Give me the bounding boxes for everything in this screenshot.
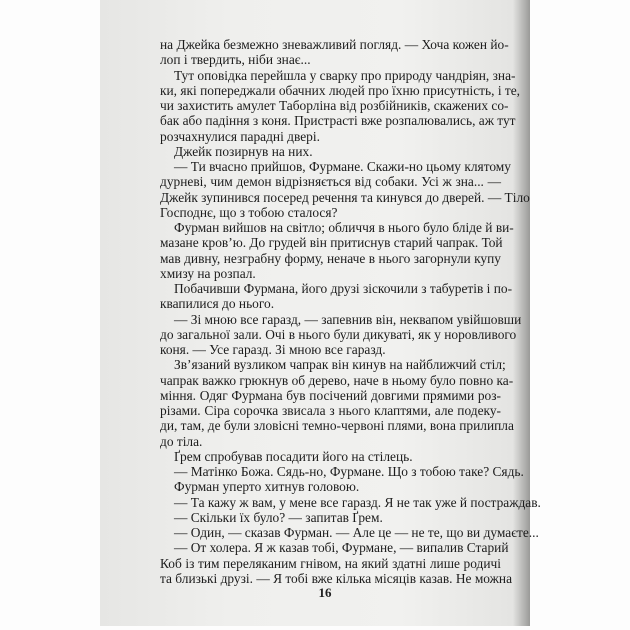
text-line: Зв’язаний вузликом чапрак він кинув на найближчий стіл;	[174, 357, 506, 373]
page-body-text	[160, 37, 541, 586]
text-line: Фурман вийшов на світло; обличчя в нього було бліде й ви-	[174, 220, 514, 235]
text-line: до загальної зали. Очі в нього були дикуваті, як у норовливого	[160, 326, 517, 342]
text-line: мазане кров’ю. До грудей він притиснув старий чапрак. Той	[160, 235, 503, 251]
text-line: дурневі, чим демон відрізняється від собаки. Усі ж зна... —	[160, 174, 501, 190]
text-line: — Один, — сказав Фурман. — Але це — не те, що ви думаєте...	[174, 525, 539, 540]
text-line: Тут оповідка перейшла у сварку про природу чандріян, зна-	[174, 67, 516, 83]
text-line: Фурман уперто хитнув головою.	[174, 479, 360, 495]
text-line: Ґрем спробував посадити його на стілець.	[174, 448, 413, 464]
page-number-text: 16	[318, 585, 332, 600]
text-line: розчахнулися парадні двері.	[160, 128, 320, 144]
text-line: Побачивши Фурмана, його друзі зіскочили з табуретів і по-	[174, 281, 513, 296]
text-line: та близькі друзі. — Я тобі вже кілька місяців казав. Не можна	[160, 570, 513, 586]
text-line: міння. Одяг Фурмана був посічений довгими прямими роз-	[160, 387, 501, 403]
text-line: бак або падіння з коня. Пристрасті вже розпалювались, аж тут	[160, 113, 516, 129]
text-line: — Та кажу ж вам, у мене все гаразд. Я не так уже й постраждав.	[174, 494, 541, 510]
text-line: — Скільки їх було? — запитав Ґрем.	[174, 509, 383, 525]
text-line: різами. Сіра сорочка звисала з нього клаптями, але подеку-	[160, 403, 501, 418]
text-line: ди, там, де були зловісні темно-червоні плями, вона прилипла	[160, 418, 514, 434]
text-line: хмизу на розпал.	[160, 265, 256, 281]
text-line: чи захистить амулет Таборліна від розбійників, скажених со-	[160, 98, 509, 113]
text-line: — Матінко Божа. Сядь-но, Фурмане. Що з тобою таке? Сядь.	[174, 464, 524, 479]
text-line: — Зі мною все гаразд, — запевнив він, неквапом увійшовши	[174, 311, 522, 327]
text-line: коня. — Усе гаразд. Зі мною все гаразд.	[160, 342, 386, 357]
text-line: Господнє, що з тобою сталося?	[160, 204, 338, 220]
text-line: — Ти вчасно прийшов, Фурмане. Скажи-но цьому клятому	[174, 159, 511, 174]
text-line: на Джейка безмежно зневажливий погляд. — Хоча кожен йо-	[160, 37, 509, 52]
text-line: чапрак важко грюкнув об дерево, наче в ньому було повно ка-	[160, 372, 514, 388]
text-line: лоп і твердить, ніби знає...	[160, 52, 311, 68]
text-line: квапилися до нього.	[160, 296, 275, 312]
text-line: Джейк зупинився посеред речення та кинувся до дверей. — Тіло	[160, 189, 530, 205]
text-line: Джейк позирнув на них.	[174, 143, 313, 159]
text-line: Коб із тим переляканим гнівом, на який здатні лише родичі	[160, 555, 501, 571]
text-line: — От холера. Я ж казав тобі, Фурмане, — випалив Старий	[174, 540, 509, 556]
text-line: мав дивну, незграбну форму, неначе в нього загорнули купу	[160, 250, 501, 266]
text-line: до тіла.	[160, 433, 203, 449]
page-number	[0, 585, 630, 601]
text-line: ки, які попереджали обачних людей про їхню присутність, і те,	[160, 82, 521, 98]
